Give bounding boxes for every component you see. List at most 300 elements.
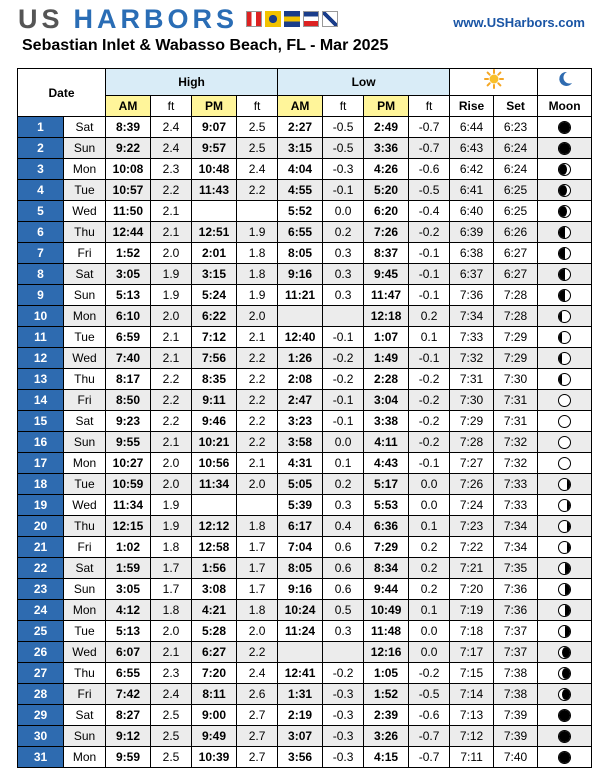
table-row	[18, 411, 592, 432]
sunset-time: 7:39	[494, 705, 538, 726]
high-am-time: 6:55	[106, 663, 151, 684]
low-pm-time: 5:20	[364, 180, 409, 201]
sunrise-time: 7:22	[450, 537, 494, 558]
high-am-time: 9:55	[106, 432, 151, 453]
day-number: 17	[18, 453, 64, 474]
high-header: High	[106, 69, 278, 96]
low-am-height: -0.5	[323, 117, 364, 138]
high-am-time: 9:59	[106, 747, 151, 768]
low-pm-time: 5:53	[364, 495, 409, 516]
moon-phase-cell	[538, 726, 592, 747]
moon-phase-cell	[538, 432, 592, 453]
day-of-week: Sun	[64, 138, 106, 159]
sunset-time: 7:29	[494, 327, 538, 348]
sunrise-header: Rise	[450, 96, 494, 117]
high-am-height: 1.8	[151, 537, 192, 558]
high-pm-time: 10:56	[192, 453, 237, 474]
low-pm-height: -0.2	[409, 411, 450, 432]
moon-last-quarter-icon	[558, 583, 571, 596]
table-row	[18, 243, 592, 264]
low-am-height: 0.0	[323, 432, 364, 453]
low-am-time: 4:55	[278, 180, 323, 201]
high-pm-height: 2.7	[237, 747, 278, 768]
moon-wan-gibbous-icon	[558, 541, 571, 554]
low-am-time: 2:19	[278, 705, 323, 726]
high-pm-time: 7:56	[192, 348, 237, 369]
high-pm-height: 1.9	[237, 285, 278, 306]
day-of-week: Thu	[64, 516, 106, 537]
low-am-height: -0.2	[323, 663, 364, 684]
moon-phase-cell	[538, 243, 592, 264]
low-am-time: 5:39	[278, 495, 323, 516]
sunset-time: 6:27	[494, 264, 538, 285]
low-pm-height: 0.0	[409, 642, 450, 663]
high-am-time: 4:12	[106, 600, 151, 621]
low-pm-height: -0.1	[409, 264, 450, 285]
low-pm-height: -0.2	[409, 369, 450, 390]
low-pm-height: 0.2	[409, 306, 450, 327]
low-pm-height: -0.1	[409, 285, 450, 306]
low-am-height: 0.6	[323, 537, 364, 558]
sunset-time: 7:37	[494, 621, 538, 642]
sunset-time: 6:26	[494, 222, 538, 243]
low-pm-time: 12:18	[364, 306, 409, 327]
low-pm-height: -0.4	[409, 201, 450, 222]
moon-header-icon-cell	[538, 69, 592, 96]
day-of-week: Sun	[64, 285, 106, 306]
high-am-time: 9:22	[106, 138, 151, 159]
low-am-height: -0.3	[323, 159, 364, 180]
low-am-time: 9:16	[278, 264, 323, 285]
high-am-height: 1.9	[151, 264, 192, 285]
low-am-height: -0.5	[323, 138, 364, 159]
moon-first-quarter-icon	[558, 268, 571, 281]
low-pm-height: -0.7	[409, 747, 450, 768]
high-pm-height: 1.8	[237, 516, 278, 537]
high-am-time: 10:59	[106, 474, 151, 495]
moon-wan-crescent-icon	[558, 667, 571, 680]
sunset-time: 7:36	[494, 579, 538, 600]
moon-wan-crescent-icon	[558, 688, 571, 701]
high-am-height: 2.0	[151, 474, 192, 495]
high-pm-time: 1:56	[192, 558, 237, 579]
table-row	[18, 159, 592, 180]
moon-phase-cell	[538, 663, 592, 684]
low-am-height: 0.3	[323, 621, 364, 642]
high-am-time: 3:05	[106, 579, 151, 600]
low-pm-time: 3:04	[364, 390, 409, 411]
low-pm-height: -0.7	[409, 117, 450, 138]
table-row	[18, 705, 592, 726]
day-number: 16	[18, 432, 64, 453]
low-am-height: 0.0	[323, 201, 364, 222]
table-row	[18, 285, 592, 306]
low-am-height: 0.5	[323, 600, 364, 621]
sunset-time: 7:31	[494, 390, 538, 411]
moon-last-quarter-icon	[558, 562, 571, 575]
low-am-time: 5:52	[278, 201, 323, 222]
low-pm-height: -0.2	[409, 432, 450, 453]
low-pm-time: 1:05	[364, 663, 409, 684]
sunset-time: 6:25	[494, 180, 538, 201]
high-am-time: 7:42	[106, 684, 151, 705]
low-pm-time: 1:52	[364, 684, 409, 705]
high-am-time: 6:10	[106, 306, 151, 327]
moon-wax-gibbous-icon	[558, 373, 571, 386]
day-number: 3	[18, 159, 64, 180]
high-am-height: 2.0	[151, 621, 192, 642]
day-of-week: Mon	[64, 453, 106, 474]
high-pm-height: 2.0	[237, 306, 278, 327]
moon-phase-cell	[538, 138, 592, 159]
high-am-time: 3:05	[106, 264, 151, 285]
low-am-time: 3:07	[278, 726, 323, 747]
low-am-time: 11:21	[278, 285, 323, 306]
sunrise-time: 7:15	[450, 663, 494, 684]
high-am-time: 12:44	[106, 222, 151, 243]
high-pm-time: 9:57	[192, 138, 237, 159]
low-pm-time: 4:15	[364, 747, 409, 768]
table-row	[18, 117, 592, 138]
moon-full-icon	[558, 394, 571, 407]
sunrise-time: 6:39	[450, 222, 494, 243]
high-am-height: 2.0	[151, 453, 192, 474]
low-am-header: AM	[278, 96, 323, 117]
high-am-height: 2.4	[151, 117, 192, 138]
day-of-week: Wed	[64, 642, 106, 663]
low-pm-height: 0.1	[409, 516, 450, 537]
low-pm-ft-header: ft	[409, 96, 450, 117]
high-pm-height: 2.2	[237, 642, 278, 663]
sunrise-time: 6:43	[450, 138, 494, 159]
day-of-week: Wed	[64, 495, 106, 516]
low-pm-time: 3:36	[364, 138, 409, 159]
sunrise-time: 6:42	[450, 159, 494, 180]
tide-table-body	[18, 117, 592, 768]
high-pm-height: 2.5	[237, 138, 278, 159]
moon-phase-cell	[538, 264, 592, 285]
sunset-header: Set	[494, 96, 538, 117]
high-pm-height: 2.6	[237, 684, 278, 705]
low-pm-time: 4:11	[364, 432, 409, 453]
sunrise-time: 7:31	[450, 369, 494, 390]
day-number: 8	[18, 264, 64, 285]
sunrise-time: 7:11	[450, 747, 494, 768]
high-am-time: 7:40	[106, 348, 151, 369]
sunset-time: 7:30	[494, 369, 538, 390]
high-am-height: 2.4	[151, 138, 192, 159]
low-pm-height: 0.1	[409, 600, 450, 621]
day-number: 21	[18, 537, 64, 558]
table-row	[18, 516, 592, 537]
table-row	[18, 579, 592, 600]
sunrise-time: 7:20	[450, 579, 494, 600]
sunrise-time: 6:41	[450, 180, 494, 201]
day-number: 2	[18, 138, 64, 159]
day-of-week: Sat	[64, 558, 106, 579]
low-pm-time: 5:17	[364, 474, 409, 495]
high-am-height: 2.0	[151, 243, 192, 264]
tide-table	[17, 68, 592, 768]
sunrise-time: 7:29	[450, 411, 494, 432]
low-pm-height: -0.2	[409, 390, 450, 411]
high-pm-time: 9:00	[192, 705, 237, 726]
moon-full-icon	[558, 415, 571, 428]
sunrise-time: 7:17	[450, 642, 494, 663]
low-pm-time: 1:49	[364, 348, 409, 369]
high-pm-time	[192, 201, 237, 222]
low-am-height	[323, 642, 364, 663]
low-pm-height: -0.7	[409, 726, 450, 747]
low-am-height: -0.1	[323, 180, 364, 201]
high-pm-height: 2.7	[237, 705, 278, 726]
sunset-time: 7:35	[494, 558, 538, 579]
low-am-time: 2:47	[278, 390, 323, 411]
day-of-week: Sun	[64, 579, 106, 600]
high-am-height: 2.2	[151, 180, 192, 201]
table-row	[18, 432, 592, 453]
day-number: 4	[18, 180, 64, 201]
high-am-height: 2.1	[151, 642, 192, 663]
high-am-time: 8:39	[106, 117, 151, 138]
sunrise-time: 6:40	[450, 201, 494, 222]
low-pm-time: 1:07	[364, 327, 409, 348]
low-pm-height: 0.0	[409, 621, 450, 642]
low-am-height: -0.3	[323, 684, 364, 705]
moon-phase-cell	[538, 285, 592, 306]
moon-new-icon	[558, 751, 571, 764]
low-pm-height: 0.2	[409, 558, 450, 579]
high-am-height: 2.0	[151, 306, 192, 327]
high-am-time: 1:52	[106, 243, 151, 264]
moon-phase-cell	[538, 558, 592, 579]
table-row	[18, 390, 592, 411]
day-of-week: Fri	[64, 243, 106, 264]
low-pm-height: -0.1	[409, 453, 450, 474]
day-of-week: Sat	[64, 117, 106, 138]
high-am-time: 8:27	[106, 705, 151, 726]
high-pm-height	[237, 201, 278, 222]
low-am-ft-header: ft	[323, 96, 364, 117]
high-pm-height: 2.2	[237, 369, 278, 390]
day-of-week: Mon	[64, 159, 106, 180]
sunset-time: 6:27	[494, 243, 538, 264]
low-am-time: 7:04	[278, 537, 323, 558]
low-am-time: 10:24	[278, 600, 323, 621]
low-pm-height: -0.6	[409, 705, 450, 726]
high-am-height: 1.9	[151, 495, 192, 516]
low-pm-time: 12:16	[364, 642, 409, 663]
high-am-height: 2.1	[151, 201, 192, 222]
high-pm-time	[192, 495, 237, 516]
low-pm-height: 0.2	[409, 537, 450, 558]
sunrise-time: 7:30	[450, 390, 494, 411]
moon-phase-cell	[538, 621, 592, 642]
day-of-week: Thu	[64, 222, 106, 243]
day-number: 5	[18, 201, 64, 222]
low-am-height: -0.3	[323, 747, 364, 768]
low-am-height: -0.2	[323, 348, 364, 369]
high-am-height: 2.2	[151, 411, 192, 432]
high-am-time: 8:50	[106, 390, 151, 411]
high-am-height: 1.8	[151, 600, 192, 621]
low-header: Low	[278, 69, 450, 96]
low-pm-height: -0.6	[409, 159, 450, 180]
moon-phase-cell	[538, 159, 592, 180]
day-of-week: Mon	[64, 306, 106, 327]
high-am-height: 2.2	[151, 390, 192, 411]
low-am-height	[323, 306, 364, 327]
sunrise-time: 6:44	[450, 117, 494, 138]
low-am-height: -0.2	[323, 369, 364, 390]
low-am-height: -0.3	[323, 705, 364, 726]
low-am-time: 6:17	[278, 516, 323, 537]
high-am-time: 9:12	[106, 726, 151, 747]
sunset-time: 7:31	[494, 411, 538, 432]
sunset-time: 7:29	[494, 348, 538, 369]
sunset-time: 7:37	[494, 642, 538, 663]
high-pm-time: 12:58	[192, 537, 237, 558]
high-am-height: 2.2	[151, 369, 192, 390]
sunset-time: 7:34	[494, 516, 538, 537]
sunrise-time: 7:23	[450, 516, 494, 537]
moon-phase-cell	[538, 369, 592, 390]
high-am-time: 1:02	[106, 537, 151, 558]
low-pm-height: -0.2	[409, 663, 450, 684]
high-pm-time: 9:49	[192, 726, 237, 747]
table-row	[18, 474, 592, 495]
sunrise-time: 7:34	[450, 306, 494, 327]
day-number: 7	[18, 243, 64, 264]
sunset-time: 7:40	[494, 747, 538, 768]
day-number: 15	[18, 411, 64, 432]
low-am-height: 0.3	[323, 243, 364, 264]
low-pm-time: 10:49	[364, 600, 409, 621]
sunset-time: 6:24	[494, 138, 538, 159]
sunset-time: 7:28	[494, 285, 538, 306]
low-pm-time: 11:48	[364, 621, 409, 642]
date-header: Date	[18, 69, 106, 117]
high-pm-time: 9:11	[192, 390, 237, 411]
moon-header: Moon	[538, 96, 592, 117]
moon-phase-cell	[538, 348, 592, 369]
high-pm-time: 10:39	[192, 747, 237, 768]
table-row	[18, 642, 592, 663]
moon-wax-crescent-icon	[558, 184, 571, 197]
high-am-height: 2.3	[151, 663, 192, 684]
low-am-time: 3:56	[278, 747, 323, 768]
sunrise-time: 6:38	[450, 243, 494, 264]
low-am-time: 11:24	[278, 621, 323, 642]
day-of-week: Thu	[64, 663, 106, 684]
high-pm-height: 1.8	[237, 264, 278, 285]
day-number: 19	[18, 495, 64, 516]
day-of-week: Tue	[64, 474, 106, 495]
high-am-time: 11:34	[106, 495, 151, 516]
low-am-height: 0.1	[323, 453, 364, 474]
day-number: 29	[18, 705, 64, 726]
high-am-height: 2.4	[151, 684, 192, 705]
high-pm-time: 7:20	[192, 663, 237, 684]
sunrise-time: 7:28	[450, 432, 494, 453]
sunrise-time: 7:14	[450, 684, 494, 705]
sunset-time: 6:23	[494, 117, 538, 138]
day-number: 11	[18, 327, 64, 348]
day-number: 24	[18, 600, 64, 621]
low-am-time: 1:31	[278, 684, 323, 705]
high-am-time: 10:08	[106, 159, 151, 180]
moon-phase-cell	[538, 453, 592, 474]
sunrise-time: 7:19	[450, 600, 494, 621]
high-pm-height: 1.7	[237, 558, 278, 579]
day-number: 30	[18, 726, 64, 747]
high-am-time: 6:07	[106, 642, 151, 663]
moon-wan-gibbous-icon	[558, 520, 571, 533]
high-am-height: 2.5	[151, 747, 192, 768]
table-row	[18, 264, 592, 285]
high-pm-height: 1.8	[237, 600, 278, 621]
high-am-time: 10:27	[106, 453, 151, 474]
high-pm-time: 3:15	[192, 264, 237, 285]
day-number: 27	[18, 663, 64, 684]
high-am-time: 10:57	[106, 180, 151, 201]
moon-phase-cell	[538, 516, 592, 537]
low-pm-time: 7:29	[364, 537, 409, 558]
low-pm-time: 8:34	[364, 558, 409, 579]
low-am-time: 12:41	[278, 663, 323, 684]
high-am-time: 5:13	[106, 621, 151, 642]
high-am-ft-header: ft	[151, 96, 192, 117]
low-am-time: 4:31	[278, 453, 323, 474]
low-am-height: 0.3	[323, 285, 364, 306]
website-link[interactable]: www.USHarbors.com	[453, 15, 585, 30]
table-row	[18, 138, 592, 159]
sunset-time: 7:32	[494, 453, 538, 474]
low-am-height: 0.6	[323, 558, 364, 579]
high-pm-height: 2.2	[237, 411, 278, 432]
high-pm-height: 2.2	[237, 180, 278, 201]
day-number: 18	[18, 474, 64, 495]
moon-full-icon	[558, 457, 571, 470]
low-am-time: 8:05	[278, 243, 323, 264]
sunset-time: 7:38	[494, 663, 538, 684]
moon-phase-cell	[538, 684, 592, 705]
high-pm-time: 3:08	[192, 579, 237, 600]
low-am-time: 8:05	[278, 558, 323, 579]
moon-new-icon	[558, 730, 571, 743]
high-pm-ft-header: ft	[237, 96, 278, 117]
low-pm-time: 6:20	[364, 201, 409, 222]
high-pm-height: 1.8	[237, 243, 278, 264]
low-am-height: -0.1	[323, 327, 364, 348]
high-pm-height: 1.7	[237, 537, 278, 558]
moon-last-quarter-icon	[558, 604, 571, 617]
day-number: 25	[18, 621, 64, 642]
high-am-height: 1.7	[151, 558, 192, 579]
day-of-week: Wed	[64, 201, 106, 222]
table-row	[18, 201, 592, 222]
low-pm-height: -0.7	[409, 138, 450, 159]
crescent-moon-icon	[556, 70, 574, 88]
low-pm-time: 2:39	[364, 705, 409, 726]
day-number: 1	[18, 117, 64, 138]
day-of-week: Fri	[64, 390, 106, 411]
high-pm-time: 11:43	[192, 180, 237, 201]
sunrise-time: 6:37	[450, 264, 494, 285]
high-pm-time: 11:34	[192, 474, 237, 495]
high-am-height: 2.1	[151, 348, 192, 369]
moon-first-quarter-icon	[558, 289, 571, 302]
